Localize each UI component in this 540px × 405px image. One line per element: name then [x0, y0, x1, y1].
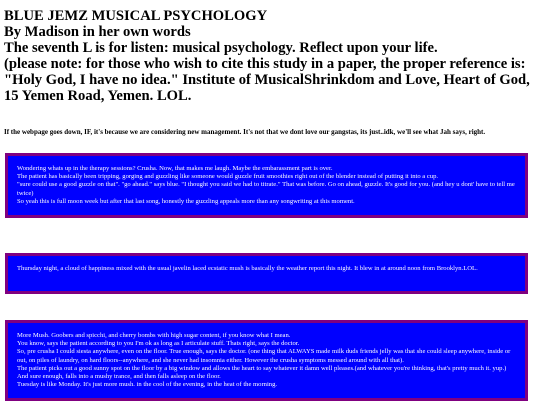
- entry-box-thursday-night: [5, 253, 528, 294]
- page-title: BLUE JEMZ MUSICAL PSYCHOLOGY: [4, 8, 268, 24]
- entry-line: More Mush. Goobers and spicchi, and cherry bombs with high sugar content, if you know what I mean.: [17, 332, 291, 339]
- entry-line: You know, says the patient according to you I'm ok as long as I articulate stuff. Thats right, says the doctor.: [17, 340, 300, 348]
- byline: By Madison in her own words: [4, 24, 191, 40]
- citation-note: (please note: for those who wish to cite this study in a paper, the proper reference is: "Holy God, I have no idea." Institute of MusicalShrinkdom and Love, Heart of God, 15 Yemen Road, Yemen. LOL.: [4, 56, 530, 104]
- entry-line: Tuesday is like Monday. It's just more mush. in the cool of the evening, in the heat of the morning.: [17, 381, 278, 389]
- entry-line: So yeah this is full moon week but after that last song, honestly the guzzling appeals more than any songwriting at this moment.: [17, 197, 355, 205]
- entry-line: Thursday night, a cloud of happiness mixed with the usual javelin laced ecstatic mush is basically the weather report this night. It blew in at around noon from Brooklyn.LOL.: [17, 265, 478, 272]
- entry-box-more-mush: [5, 320, 528, 401]
- entry-line: Wondering whats up in the therapy sessions? Crusha. Now, that makes me laugh. Maybe the embarassment part is over.: [17, 165, 333, 172]
- entry-line: So, pre crusha I could siesta anywhere, even on the floor. True enough, says the doctor. (one thing that ALWAYS made milk duds friends jelly was that she could sleep anywhere, inside or out, on piles of laundry, on hard floors--anywhere, and she never had insomnia either. However the crusha symptoms messed around with all that).: [17, 348, 511, 364]
- management-notice: If the webpage goes down, IF, it's because we are considering new management. It's not that we dont love our gangstas, its just..idk, we'll see what Jah says, right.: [4, 128, 486, 136]
- tagline: The seventh L is for listen: musical psychology. Reflect upon your life.: [4, 40, 438, 56]
- entry-line: The patient picks out a good sunny spot on the floor by a big window and allows the heart to say whatever it damn well pleases.(and whatever you're thinking, that's pretty much it. yup.) And sure enough, falls into a mushy trance, and then falls asleep on the floor.: [17, 364, 507, 381]
- page-header: [4, 8, 536, 104]
- entry-box-therapy-sessions: [5, 153, 528, 218]
- entry-line: The patient has basically been tripping, gorging and guzzling like someone would guzzle fruit smoothies right out of the blender instead of putting it into a cup.: [17, 173, 439, 181]
- entry-line: "sure could use a good guzzle on that". "go ahead." says blue. "I thought you said we had to titrate." That was before. Go on ahead, guzzle. It's good for you. (and hey u dont' have to tell me twice): [17, 181, 515, 197]
